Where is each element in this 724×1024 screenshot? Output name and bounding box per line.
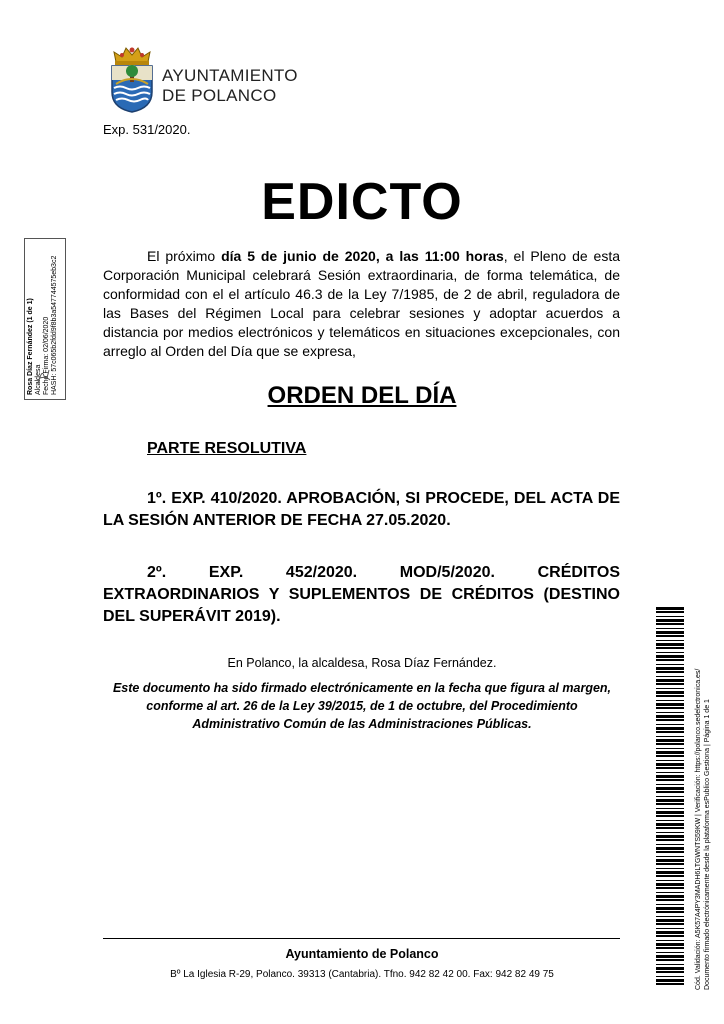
coat-of-arms-icon — [106, 44, 158, 114]
section-heading: PARTE RESOLUTIVA — [147, 440, 307, 457]
expediente-number: Exp. 531/2020. — [103, 122, 191, 137]
agenda-item-2: 2º. EXP. 452/2020. MOD/5/2020. CRÉDITOS EXTRAORDINARIOS Y SUPLEMENTOS DE CRÉDITOS (DESTINO DEL SUPERÁVIT 2019). — [103, 564, 620, 625]
org-name-line2: DE POLANCO — [162, 86, 277, 105]
org-name-line1: AYUNTAMIENTO — [162, 66, 298, 85]
signature-date: Fecha Firma: 02/06/2020 — [43, 316, 50, 395]
intro-text-end: , el Pleno de esta Corporación Municipal celebrará Sesión extraordinaria, de forma telemática, de conformidad con el el artículo 46.3 de la Ley 7/1985, de 2 de abril, reguladora de las Bases del Régimen Local para celebrar sesiones y adoptar acuerdos a distancia por medios electrónicos y telemáticos en situaciones excepcionales, con arreglo al Orden del Día que se expresa, — [103, 248, 621, 359]
verification-platform: Documento firmado electrónicamente desde la plataforma esPublico Gestiona | Página 1 de 1 — [704, 699, 711, 990]
barcode-icon — [656, 607, 684, 987]
signature-hash: HASH: 57c065b2fdd9f8b3a547744575eb3c2 — [51, 255, 58, 395]
intro-text-start: El próximo — [147, 248, 222, 264]
electronic-signature-notice: Este documento ha sido firmado electrónicamente en la fecha que figura al margen, conforme al art. 26 de la Ley 39/2015, de 1 de octubre, del Procedimiento Administrativo Común de las Administraciones Públicas. — [112, 681, 612, 731]
footer-address: Bº La Iglesia R-29, Polanco. 39313 (Cantabria). Tfno. 942 82 42 00. Fax: 942 82 49 75 — [170, 969, 554, 980]
footer-divider — [103, 938, 620, 939]
signer-name: Rosa Díaz Fernández (1 de 1) — [27, 298, 34, 395]
agenda-heading: ORDEN DEL DÍA — [267, 382, 457, 409]
verification-text — [694, 610, 724, 990]
signature-line: En Polanco, la alcaldesa, Rosa Díaz Fernández. — [227, 656, 497, 670]
agenda-item-1: 1º. EXP. 410/2020. APROBACIÓN, SI PROCEDE, DEL ACTA DE LA SESIÓN ANTERIOR DE FECHA 27.05.2020. — [103, 490, 620, 529]
intro-paragraph — [103, 247, 620, 361]
handwritten-signature-icon — [34, 364, 54, 388]
signer-role: Alcaldesa — [35, 364, 42, 395]
footer-org-name: Ayuntamiento de Polanco — [285, 947, 439, 961]
document-title: EDICTO — [261, 173, 463, 231]
verification-code: Cód. Validación: A5K57A4PY3MADH6LTGWNTS59KW | Verificación: https://polanco.sedelectronica.es/ — [695, 668, 702, 990]
intro-date-bold: día 5 de junio de 2020, a las 11:00 horas — [221, 248, 504, 264]
